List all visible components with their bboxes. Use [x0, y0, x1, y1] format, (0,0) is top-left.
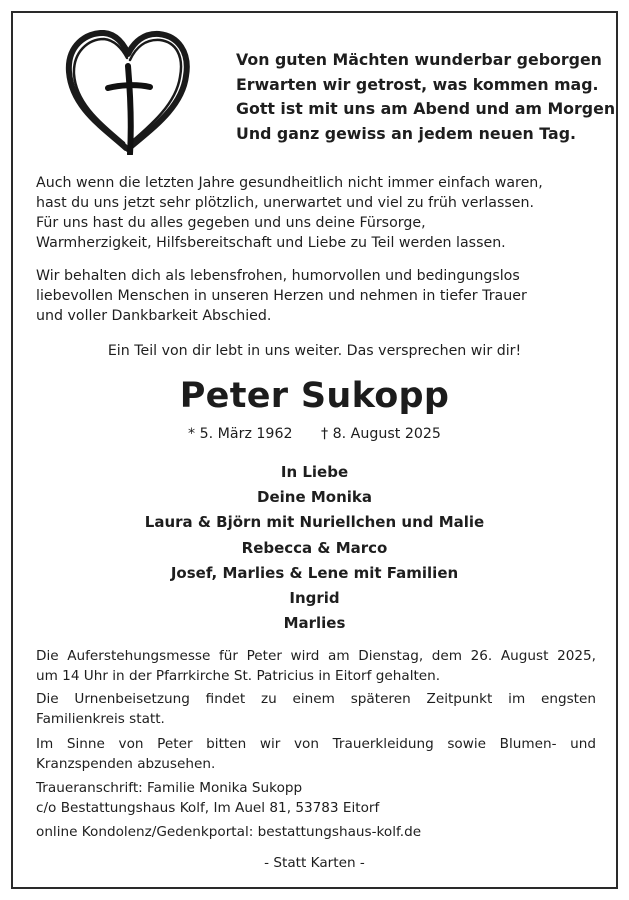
- mourner-line: In Liebe: [280, 463, 349, 481]
- address-paragraph: [36, 779, 596, 818]
- poem-line: Und ganz gewiss an jedem neuen Tag.: [236, 123, 577, 143]
- urn-line: Die Urnenbeisetzung findet zu einem späteren Zeitpunkt im engsten: [36, 691, 596, 707]
- urn-paragraph: [36, 690, 596, 729]
- intro-line: Für uns hast du alles gegeben und uns deine Fürsorge,: [36, 215, 426, 231]
- mass-line: Die Auferstehungsmesse für Peter wird am Dienstag, dem 26. August 2025,: [36, 648, 596, 664]
- address-line: Traueranschrift: Familie Monika Sukopp: [36, 780, 303, 796]
- mourner-line: Ingrid: [289, 589, 340, 608]
- intro-line: Auch wenn die letzten Jahre gesundheitlich nicht immer einfach waren,: [36, 175, 543, 191]
- mourner-line: Deine Monika: [257, 488, 372, 507]
- mass-line: um 14 Uhr in der Pfarrkirche St. Patricius in Eitorf gehalten.: [36, 667, 441, 684]
- address-line: c/o Bestattungshaus Kolf, Im Auel 81, 53783 Eitorf: [36, 799, 380, 816]
- poem-line: Erwarten wir getrost, was kommen mag.: [236, 74, 599, 94]
- mass-paragraph: [36, 647, 596, 686]
- memory-paragraph: [36, 266, 596, 326]
- poem-line: Von guten Mächten wunderbar geborgen: [236, 50, 602, 69]
- death-date: † 8. August 2025: [321, 426, 441, 442]
- poem-line: Gott ist mit uns am Abend und am Morgen: [236, 99, 616, 118]
- request-paragraph: [36, 735, 596, 774]
- intro-paragraph: [36, 173, 596, 253]
- memory-line: und voller Dankbarkeit Abschied.: [36, 308, 272, 324]
- memory-line: liebevollen Menschen in unseren Herzen und nehmen in tiefer Trauer: [36, 288, 527, 304]
- request-line: Kranzspenden abzusehen.: [36, 755, 216, 772]
- life-dates: [0, 426, 629, 442]
- online-condolence: online Kondolenz/Gedenkportal: bestattungshaus-kolf.de: [36, 824, 422, 840]
- mourner-line: Marlies: [283, 614, 346, 633]
- urn-line: Familienkreis statt.: [36, 710, 165, 727]
- memory-line: Wir behalten dich als lebensfrohen, humorvollen und bedingungslos: [36, 268, 520, 284]
- heart-cross-icon: [64, 30, 192, 155]
- mourner-line: Laura & Björn mit Nuriellchen und Malie: [144, 513, 485, 532]
- intro-line: hast du uns jetzt sehr plötzlich, unerwartet und viel zu früh verlassen.: [36, 195, 535, 211]
- intro-line: Warmherzigkeit, Hilfsbereitschaft und Liebe zu Teil werden lassen.: [36, 235, 506, 251]
- mourner-line: Rebecca & Marco: [241, 538, 388, 557]
- poem-block: [236, 48, 616, 146]
- mourners-list: [0, 460, 629, 636]
- request-line: Im Sinne von Peter bitten wir von Trauerkleidung sowie Blumen- und: [36, 736, 596, 752]
- footer-note: - Statt Karten -: [264, 855, 365, 871]
- mourner-line: Josef, Marlies & Lene mit Familien: [170, 563, 459, 582]
- birth-date: * 5. März 1962: [188, 426, 293, 442]
- promise-line: Ein Teil von dir lebt in uns weiter. Das versprechen wir dir!: [107, 343, 522, 359]
- deceased-name: Peter Sukopp: [179, 376, 450, 416]
